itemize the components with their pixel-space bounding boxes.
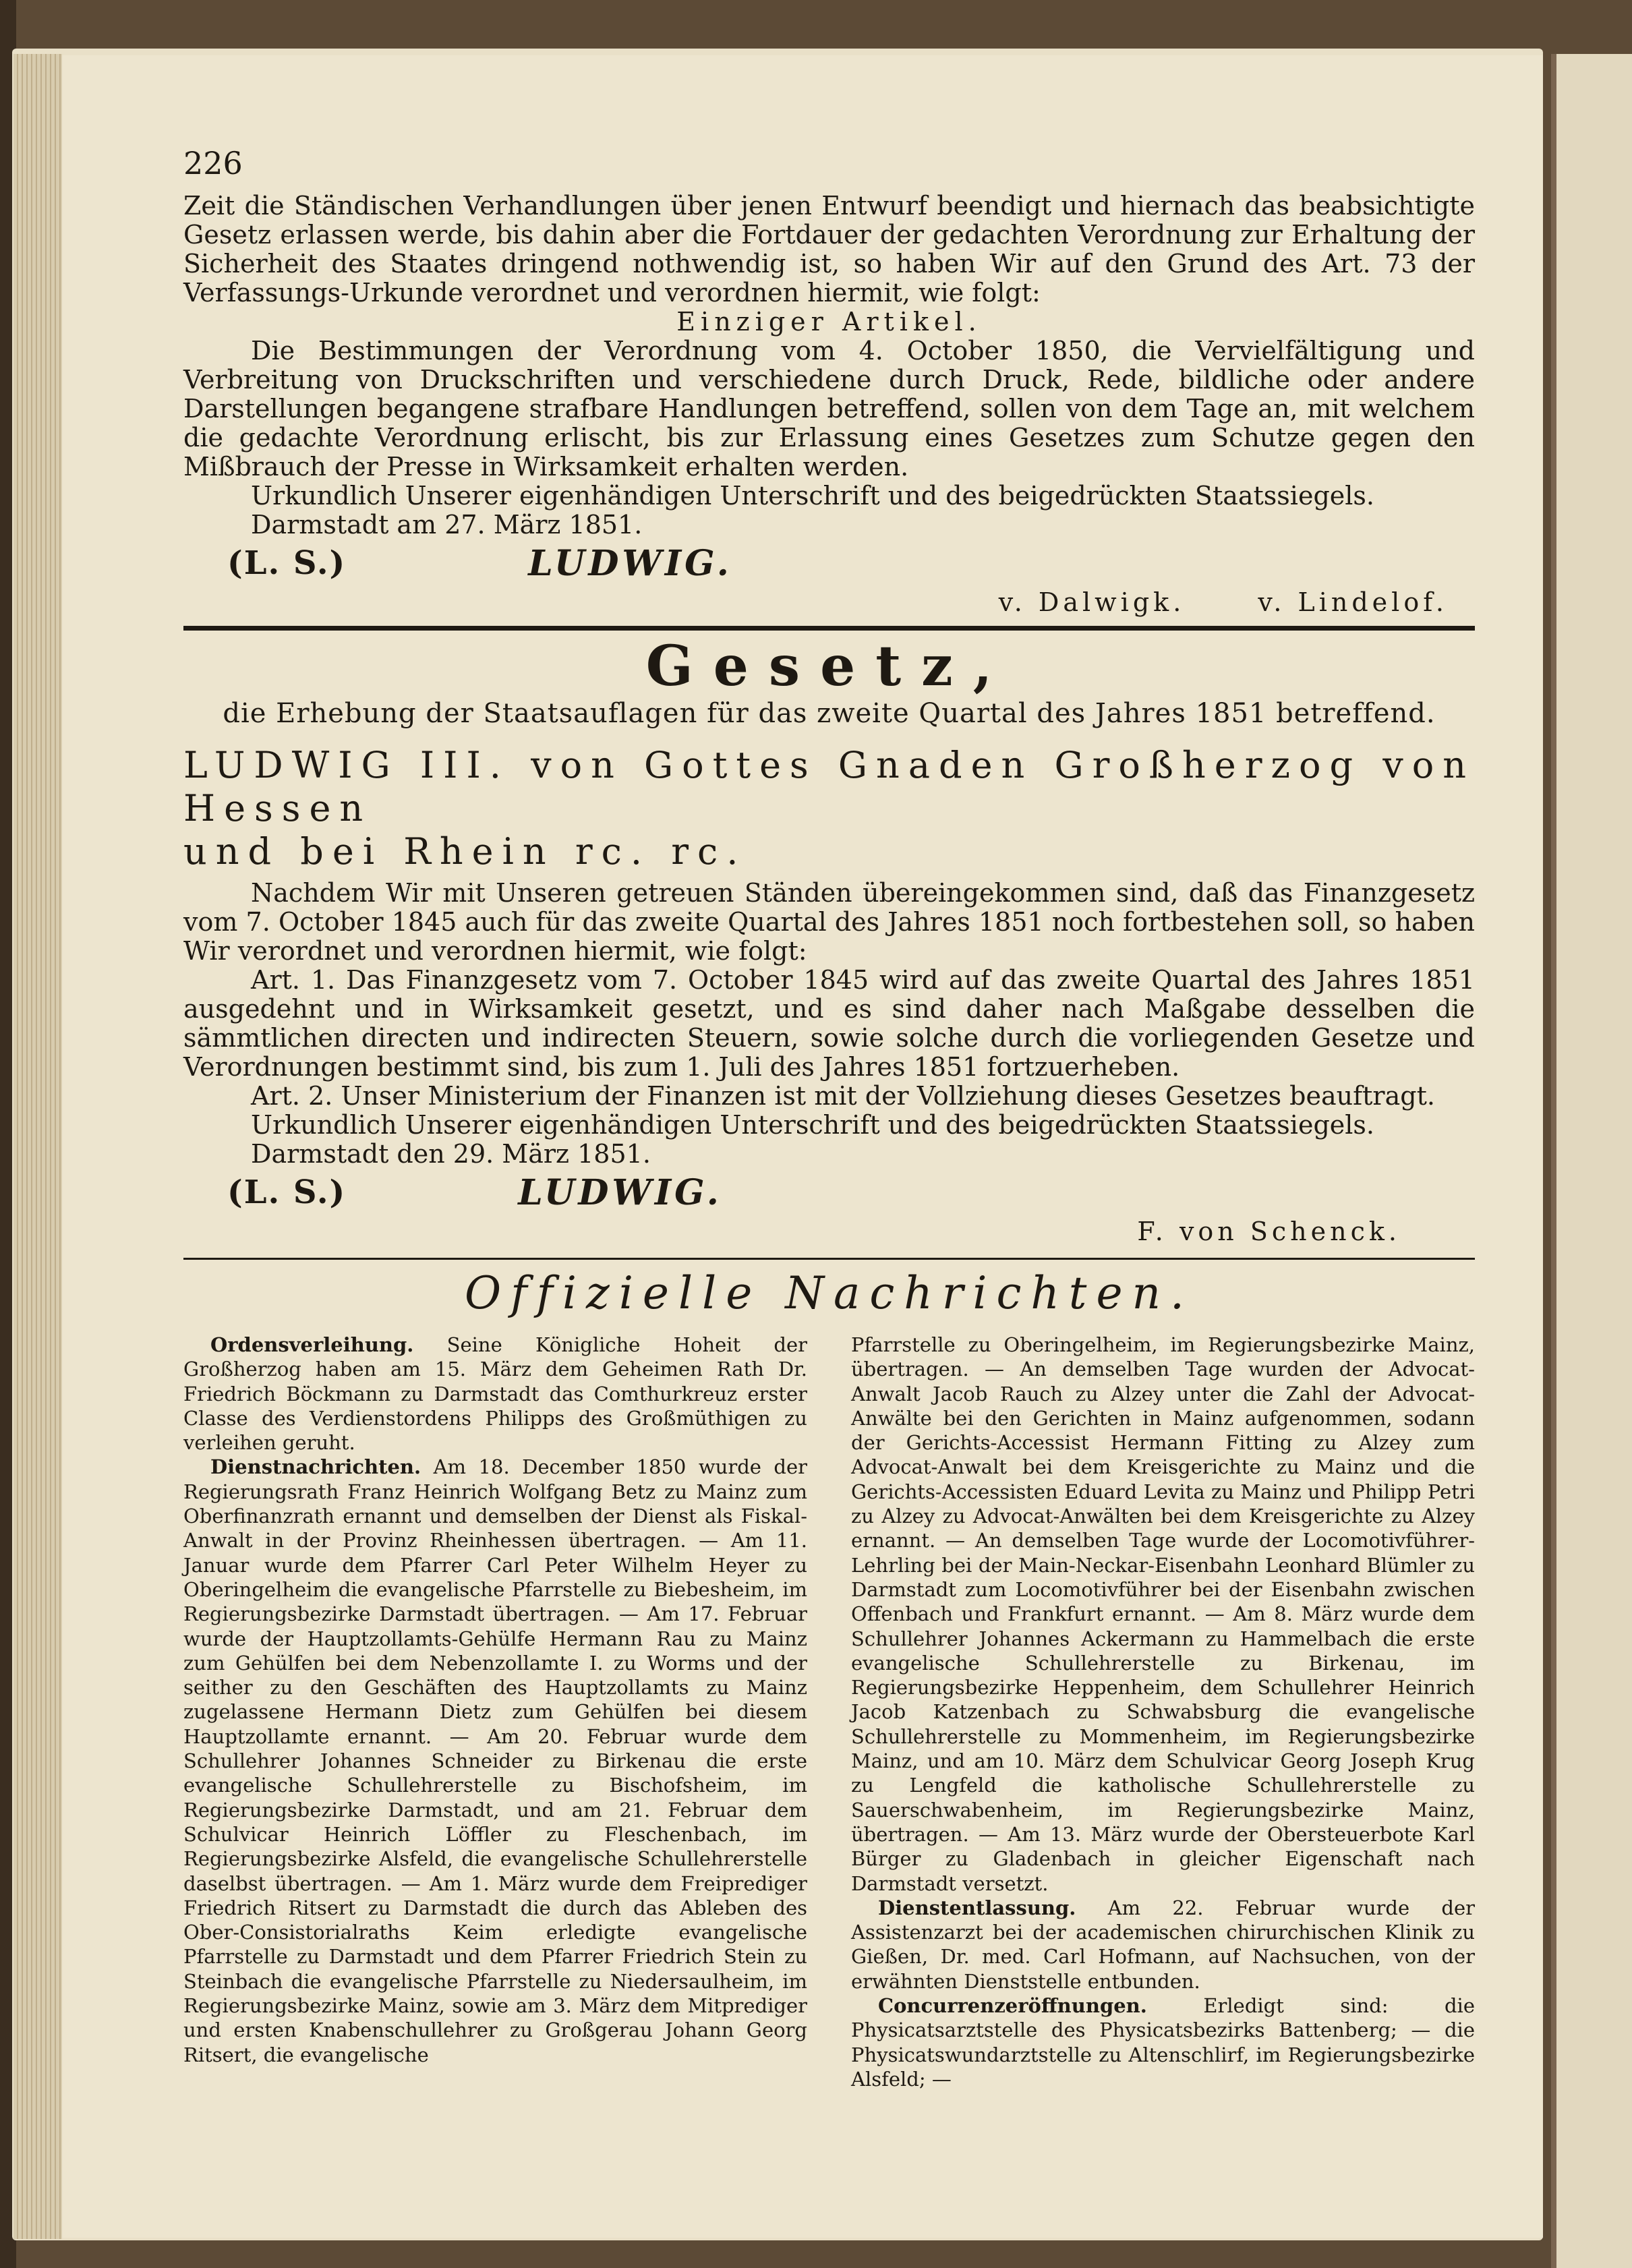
decree2-article-2: Art. 2. Unser Ministerium der Finanzen ist mit der Vollziehung dieses Gesetzes beauftragt. bbox=[251, 1081, 1435, 1111]
news-paragraph bbox=[183, 1455, 807, 2066]
news-text: Am 18. December 1850 wurde der Regierungsrath Franz Heinrich Wolfgang Betz zu Mainz zum Oberfinanzrath ernannt und demselben der Dienst als Fiskal-Anwalt in der Provinz Rheinhessen übertragen. — Am 11. Januar wurde dem Pfarrer Carl Peter Wilhelm Heyer zu Oberingelheim die evangelische Pfarrstelle zu Biebesheim, im Regierungsbezirke Darmstadt übertragen. — Am 17. Februar wurde der Hauptzollamts-Gehülfe Hermann Rau zu Mainz zum Gehülfen bei dem Nebenzollamte I. zu Worms und der seither zu den Geschäften des Hauptzollamts zu Mainz zugelassene Hermann Dietz zum Gehülfen bei diesem Hauptzollamte ernannt. — Am 20. Februar wurde dem Schullehrer Johannes Schneider zu Birkenau die erste evangelische Schullehrerstelle zu Bischofsheim, im Regierungsbezirke Darmstadt, und am 21. Februar dem Schulvicar Heinrich Löffler zu Fleschenbach, im Regierungsbezirke Alsfeld, die evangelische Schullehrerstelle daselbst übertragen. — Am 1. März wurde dem Freiprediger Friedrich Ritsert zu Darmstadt die durch das Ableben des Ober-Consistorialraths Keim erledigte evangelische Pfarrstelle zu Darmstadt und dem Pfarrer Friedrich Stein zu Steinbach die evangelische Pfarrstelle zu Niedersaulheim, im Regierungsbezirke Mainz, sowie am 3. März dem Mitprediger und ersten Knabenschullehrer zu Großgerau Johann Georg Ritsert, die evangelische bbox=[183, 1455, 808, 2066]
page-number: 226 bbox=[183, 145, 243, 181]
decree2-seal: (L. S.) bbox=[227, 1173, 347, 1211]
facing-page-edge bbox=[1551, 54, 1632, 2268]
decree2-signature-row bbox=[183, 1169, 1475, 1216]
news-text: Pfarrstelle zu Oberingelheim, im Regierungsbezirke Mainz, übertragen. — An demselben Tage wurden der Advocat-Anwalt Jacob Rauch zu Alzey unter die Zahl der Advocat-Anwälte bei den Gerichten in Mainz aufgenommen, sodann der Gerichts-Accessist Hermann Fitting zu Alzey zum Advocat-Anwalt bei dem Kreisgerichte zu Mainz und die Gerichts-Accessisten Eduard Levita zu Mainz und Philipp Petri zu Alzey zu Advocat-Anwälten bei dem Kreisgerichte zu Alzey ernannt. — An demselben Tage wurde der Locomotivführer-Lehrling bei der Main-Neckar-Eisenbahn Leonhard Blümler zu Darmstadt zum Locomotivführer bei der Eisenbahn zwischen Offenbach und Frankfurt ernannt. — Am 8. März wurde dem Schullehrer Johannes Ackermann zu Hammelbach die erste evangelische Schullehrerstelle zu Birkenau, im Regierungsbezirke Heppenheim, dem Schullehrer Heinrich Jacob Katzenbach zu Schwabsburg die evangelische Schullehrerstelle zu Mommenheim, im Regierungsbezirke Mainz, und am 10. März dem Schulvicar Georg Joseph Krug zu Lengfeld die katholische Schullehrerstelle zu Sauerschwabenheim, im Regierungsbezirke Mainz, übertragen. — Am 13. März wurde der Obersteuerbote Karl Bürger zu Gladenbach in gleicher Eigenschaft nach Darmstadt versetzt. bbox=[851, 1333, 1475, 1895]
decree2-ministers bbox=[183, 1216, 1401, 1247]
news-paragraph bbox=[183, 1333, 807, 1455]
decree2-subtitle: die Erhebung der Staatsauflagen für das zweite Quartal des Jahres 1851 betreffend. bbox=[223, 698, 1436, 729]
news-text: Erledigt sind: die Physicatsarztstelle des Physicatsbezirks Battenberg; — die Physicatswundarztstelle zu Altenschlirf, im Regierungsbezirke Alsfeld; — bbox=[851, 1994, 1475, 2091]
decree1-seal: (L. S.) bbox=[227, 544, 347, 582]
decree2-attestation: Urkundlich Unserer eigenhändigen Unterschrift und des beigedrückten Staatssiegels. bbox=[251, 1110, 1374, 1140]
news-paragraph bbox=[851, 1333, 1475, 1896]
news-title: Offizielle Nachrichten. bbox=[464, 1267, 1194, 1319]
news-paragraph bbox=[851, 1994, 1475, 2091]
decree1-preamble: Zeit die Ständischen Verhandlungen über jenen Entwurf beendigt und hiernach das beabsichtigte Gesetz erlassen werde, bis dahin aber die Fortdauer der gedachten Verordnung zur Erhaltung der Sicherheit des Staates dringend nothwendig ist, so haben Wir auf den Grund des Art. 73 der Verfassungs-Urkunde verordnet und verordnen hiermit, wie folgt: bbox=[183, 191, 1475, 308]
news-paragraph bbox=[851, 1896, 1475, 1994]
news-columns bbox=[183, 1333, 1475, 2091]
news-lead: Dienstnachrichten. bbox=[210, 1455, 421, 1479]
news-text: Am 22. Februar wurde der Assistenzarzt bei der academischen chirurchischen Klinik zu Gießen, Dr. med. Carl Hofmann, auf Nachsuchen, von der erwähnten Dienststelle entbunden. bbox=[851, 1896, 1475, 1993]
news-text: Seine Königliche Hoheit der Großherzog haben am 15. März dem Geheimen Rath Dr. Friedrich Böckmann zu Darmstadt das Comthurkreuz erster Classe des Verdienstordens Philipps des Großmüthigen zu verleihen geruht. bbox=[183, 1333, 807, 1455]
decree2-ruler-line-2: und bei Rhein rc. rc. bbox=[183, 830, 747, 873]
separator-rule-2 bbox=[183, 1258, 1475, 1260]
decree1-article-text: Die Bestimmungen der Verordnung vom 4. October 1850, die Vervielfältigung und Verbreitung von Druckschriften und verschiedene durch Druck, Rede, bildliche oder andere Darstellungen begangene strafbare Handlungen betreffend, sollen von dem Tage an, mit welchem die gedachte Verordnung erlischt, bis zur Erlassung eines Gesetzes zum Schutze gegen den Mißbrauch der Presse in Wirksamkeit erhalten werden. bbox=[183, 336, 1475, 482]
page-content bbox=[183, 143, 1475, 2091]
book-page bbox=[62, 55, 1543, 2238]
news-column-right bbox=[851, 1333, 1475, 2091]
news-column-left bbox=[183, 1333, 807, 2091]
decree2-preamble: Nachdem Wir mit Unseren getreuen Ständen übereingekommen sind, daß das Finanzgesetz vom 7. October 1845 auch für das zweite Quartal des Jahres 1851 noch fortbestehen soll, so haben Wir verordnet und verordnen hiermit, wie folgt: bbox=[183, 878, 1475, 966]
decree1-signature-row bbox=[183, 540, 1475, 587]
decree1-date: Darmstadt am 27. März 1851. bbox=[251, 510, 643, 540]
page-edges bbox=[13, 54, 62, 2239]
decree2-title: Gesetz, bbox=[645, 634, 1013, 699]
decree2-ruler-line-1: LUDWIG III. von Gottes Gnaden Großherzog von Hessen bbox=[183, 744, 1475, 830]
decree1-attestation: Urkundlich Unserer eigenhändigen Unterschrift und des beigedrückten Staatssiegels. bbox=[251, 481, 1374, 511]
decree1-article-heading: Einziger Artikel. bbox=[676, 307, 982, 337]
news-lead: Concurrenzeröffnungen. bbox=[878, 1994, 1147, 2018]
decree1-signature: LUDWIG. bbox=[528, 542, 732, 584]
decree1-minister-2: v. Lindelof. bbox=[1258, 587, 1448, 617]
decree1-ministers bbox=[183, 587, 1448, 618]
decree2-date: Darmstadt den 29. März 1851. bbox=[251, 1139, 651, 1169]
decree2-minister: F. von Schenck. bbox=[1137, 1217, 1401, 1246]
decree2-article-1: Art. 1. Das Finanzgesetz vom 7. October 1845 wird auf das zweite Quartal des Jahres 1851 ausgedehnt und in Wirksamkeit gesetzt, und es sind daher nach Maßgabe desselben die sämmtlichen directen und indirecten Steuern, sowie solche durch die vorliegenden Gesetze und Verordnungen bestimmt sind, bis zum 1. Juli des Jahres 1851 fortzuerheben. bbox=[183, 965, 1475, 1082]
decree1-minister-1: v. Dalwigk. bbox=[998, 587, 1186, 617]
separator-rule-1 bbox=[183, 626, 1475, 631]
news-lead: Dienstentlassung. bbox=[878, 1896, 1076, 1919]
news-lead: Ordensverleihung. bbox=[210, 1333, 414, 1356]
decree2-signature: LUDWIG. bbox=[518, 1171, 722, 1213]
